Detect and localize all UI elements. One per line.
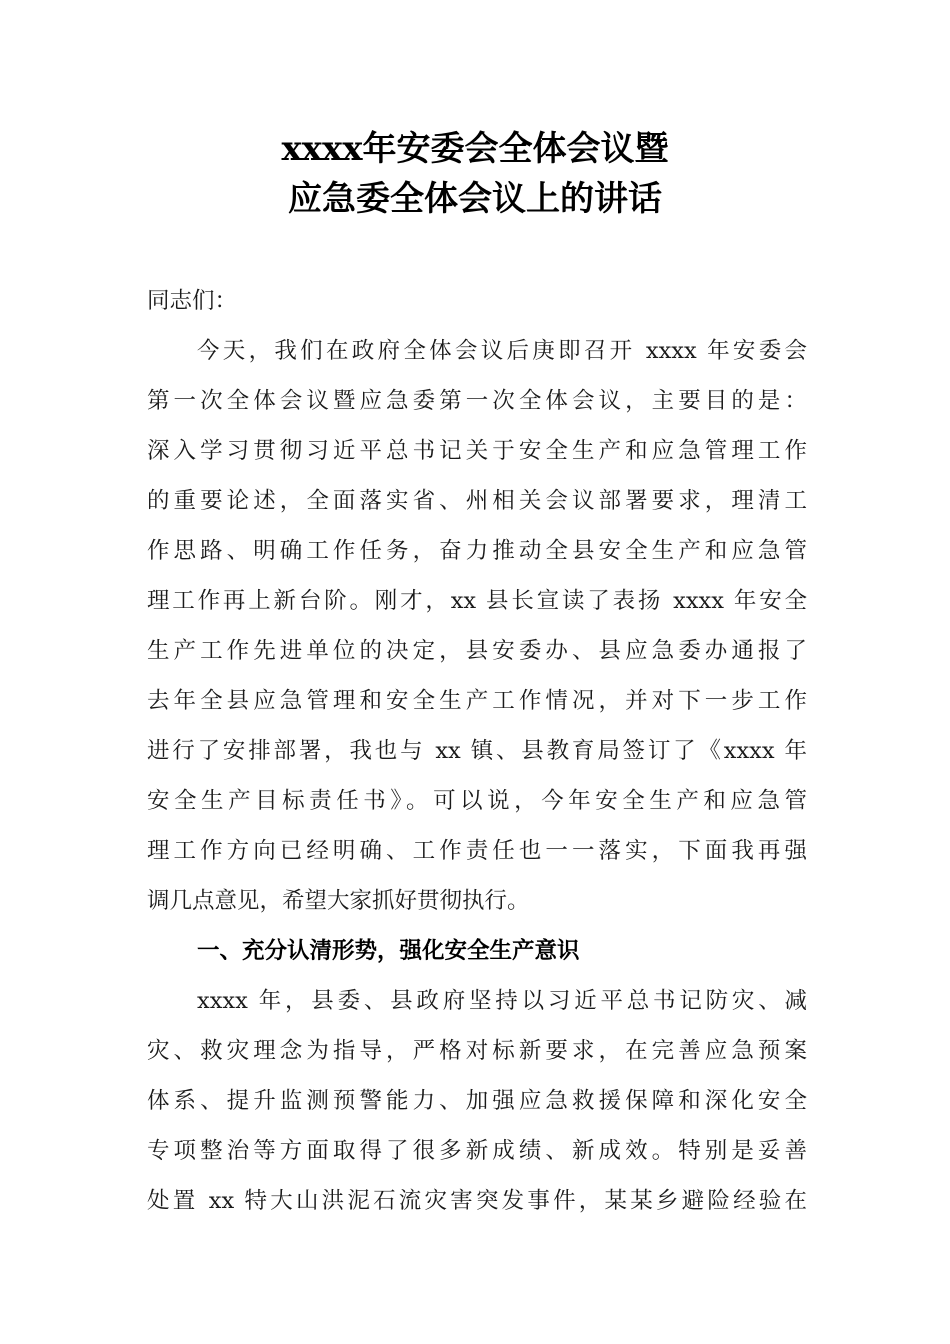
document-title-line-2: 应急委全体会议上的讲话 xyxy=(288,179,662,219)
paragraph-1-line: 作思路、明确工作任务，奋力推动全县安全生产和应急管 xyxy=(147,538,807,564)
paragraph-2-line: xxxx 年，县委、县政府坚持以习近平总书记防灾、减 xyxy=(197,988,807,1014)
paragraph-1-line: 今天，我们在政府全体会议后庚即召开 xxxx 年安委会 xyxy=(197,338,807,364)
document-title-line-1: xxxx年安委会全体会议暨 xyxy=(281,129,669,169)
paragraph-2-line: 体系、提升监测预警能力、加强应急救援保障和深化安全 xyxy=(147,1088,807,1114)
salutation: 同志们： xyxy=(147,288,238,314)
paragraph-1-line: 生产工作先进单位的决定，县安委办、县应急委办通报了 xyxy=(147,638,807,664)
paragraph-1-line: 安全生产目标责任书》。可以说，今年安全生产和应急管 xyxy=(147,788,807,814)
paragraph-2-line: 处置 xx 特大山洪泥石流灾害突发事件，某某乡避险经验在 xyxy=(147,1188,807,1214)
paragraph-2-line: 灾、救灾理念为指导，严格对标新要求，在完善应急预案 xyxy=(147,1038,807,1064)
paragraph-1-line: 理工作再上新台阶。刚才，xx 县长宣读了表扬 xxxx 年安全 xyxy=(147,588,807,614)
paragraph-1-line: 第一次全体会议暨应急委第一次全体会议，主要目的是： xyxy=(147,388,807,414)
paragraph-1-line: 的重要论述，全面落实省、州相关会议部署要求，理清工 xyxy=(147,488,807,514)
paragraph-2-line: 专项整治等方面取得了很多新成绩、新成效。特别是妥善 xyxy=(147,1138,807,1164)
paragraph-1-line: 进行了安排部署，我也与 xx 镇、县教育局签订了《xxxx 年 xyxy=(147,738,807,764)
paragraph-1-line: 调几点意见，希望大家抓好贯彻执行。 xyxy=(147,888,530,914)
section-1-heading: 一、充分认清形势，强化安全生产意识 xyxy=(197,938,580,964)
paragraph-1-line: 深入学习贯彻习近平总书记关于安全生产和应急管理工作 xyxy=(147,438,807,464)
paragraph-1-line: 理工作方向已经明确、工作责任也一一落实，下面我再强 xyxy=(147,838,807,864)
paragraph-1-line: 去年全县应急管理和安全生产工作情况，并对下一步工作 xyxy=(147,688,807,714)
